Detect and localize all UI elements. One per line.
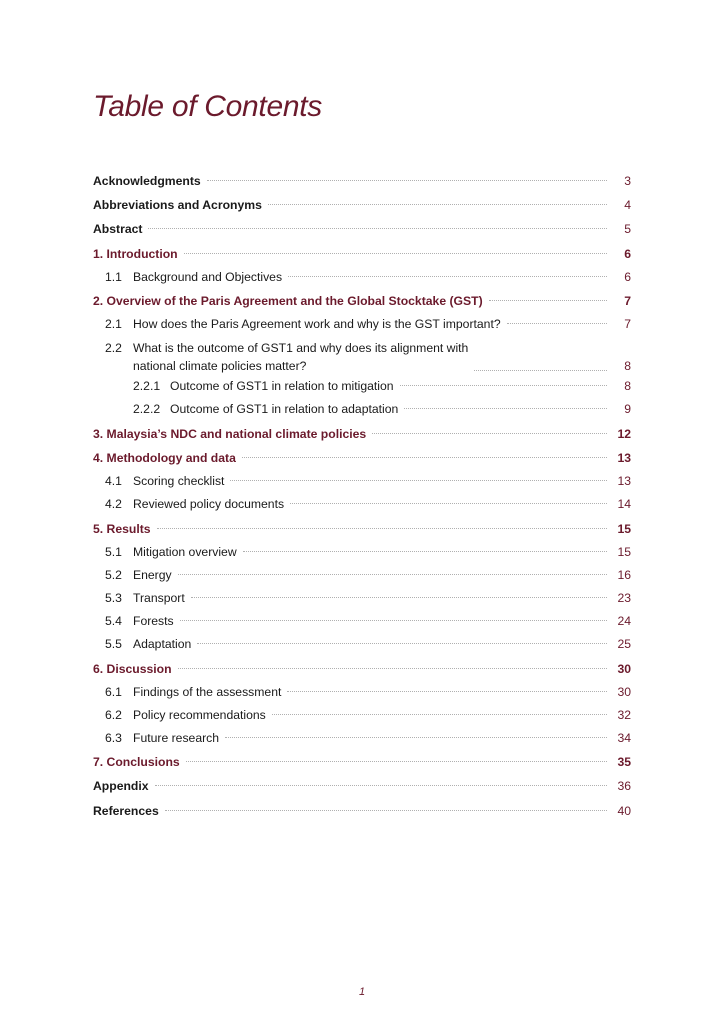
toc-entry-number: 5.3 [105,591,122,605]
toc-entry-number: 6.2 [105,708,122,722]
toc-section-5-4[interactable] [93,612,631,630]
toc-entry-label: Acknowledgments [93,174,201,188]
toc-entry-page: 30 [617,662,631,676]
toc-entry-page: 30 [617,685,631,699]
dot-leader [186,761,607,762]
toc-chapter-results[interactable] [93,520,631,538]
dot-leader [155,785,607,786]
toc-section-2-1[interactable] [93,315,631,333]
toc-entry-label: Appendix [93,779,149,793]
toc-entry-label: Future research [133,731,220,745]
toc-entry-number: 2.1 [105,317,122,331]
toc-section-4-1[interactable] [93,472,631,490]
toc-entry-label: Adaptation [133,637,192,651]
toc-entry-page: 8 [624,359,631,373]
dot-leader [148,228,607,229]
dot-leader [404,408,607,409]
toc-entry-page: 6 [624,270,631,284]
toc-entry-page: 40 [617,804,631,818]
toc-entry-label: Forests [133,614,174,628]
toc-entry-page: 8 [624,379,631,393]
toc-entry-label: Energy [133,568,172,582]
toc-entry-label: Findings of the assessment [133,685,282,699]
toc-entry-number: 4.1 [105,474,122,488]
toc-entry-number: 5.4 [105,614,122,628]
toc-section-1-1[interactable] [93,268,631,286]
dot-leader [184,253,607,254]
toc-entry-label: 1. Introduction [93,247,178,261]
toc-entry-label: Transport [133,591,185,605]
toc-entry-label: 7. Conclusions [93,755,180,769]
toc-entry-number: 5.5 [105,637,122,651]
toc-entry-page: 6 [624,247,631,261]
toc-entry-references[interactable] [93,802,631,820]
toc-entry-label: 5. Results [93,522,151,536]
dot-leader [489,300,607,301]
dot-leader [243,551,607,552]
toc-chapter-conclusions[interactable] [93,753,631,771]
dot-leader [225,737,607,738]
toc-section-5-2[interactable] [93,566,631,584]
toc-entry-label-line2: national climate policies matter? [133,359,307,373]
page-number: 1 [358,986,366,998]
dot-leader [400,385,607,386]
toc-entry-page: 32 [617,708,631,722]
toc-entry-page: 14 [617,497,631,511]
toc-section-6-2[interactable] [93,706,631,724]
toc-entry-number: 6.1 [105,685,122,699]
toc-entry-number: 6.3 [105,731,122,745]
dot-leader [290,503,607,504]
toc-entry-page: 4 [624,198,631,212]
dot-leader [287,691,607,692]
toc-chapter-discussion[interactable] [93,660,631,678]
toc-entry-number: 4.2 [105,497,122,511]
toc-entry-number: 2.2.1 [133,379,161,393]
toc-entry-number: 1.1 [105,270,122,284]
toc-entry-page: 15 [617,522,631,536]
toc-section-2-2[interactable] [93,339,631,375]
dot-leader [191,597,607,598]
toc-entry-page: 15 [617,545,631,559]
toc-entry-number: 5.1 [105,545,122,559]
dot-leader [178,668,607,669]
toc-entry-page: 16 [617,568,631,582]
toc-chapter-methodology[interactable] [93,449,631,467]
toc-entry-abbreviations[interactable] [93,196,631,214]
toc-entry-page: 7 [624,294,631,308]
toc-entry-abstract[interactable] [93,220,631,238]
toc-entry-label: Abstract [93,222,143,236]
page-title: Table of Contents [93,90,322,123]
toc-entry-label-line1: What is the outcome of GST1 and why does its alignment with [133,341,469,355]
toc-entry-page: 35 [617,755,631,769]
toc-entry-page: 5 [624,222,631,236]
toc-entry-label: 2. Overview of the Paris Agreement and the Global Stocktake (GST) [93,294,483,308]
toc-entry-label: 6. Discussion [93,662,172,676]
toc-entry-label: How does the Paris Agreement work and why is the GST important? [133,317,501,331]
toc-entry-label: References [93,804,159,818]
toc-entry-label: Outcome of GST1 in relation to mitigation [170,379,394,393]
toc-chapter-introduction[interactable] [93,245,631,263]
toc-entry-label: Background and Objectives [133,270,283,284]
toc-entry-number: 2.2.2 [133,402,161,416]
toc-section-6-3[interactable] [93,729,631,747]
dot-leader [268,204,607,205]
dot-leader [272,714,607,715]
dot-leader [242,457,607,458]
toc-entry-label: Scoring checklist [133,474,225,488]
dot-leader [288,276,607,277]
toc-section-6-1[interactable] [93,683,631,701]
toc-section-5-1[interactable] [93,543,631,561]
toc-section-2-2-1[interactable] [93,377,631,395]
toc-entry-appendix[interactable] [93,777,631,795]
toc-entry-label: Abbreviations and Acronyms [93,198,262,212]
dot-leader [230,480,607,481]
toc-entry-label: Reviewed policy documents [133,497,285,511]
toc-entry-page: 24 [617,614,631,628]
dot-leader [178,574,607,575]
toc-entry-number: 5.2 [105,568,122,582]
dot-leader [474,370,607,371]
toc-entry-page: 23 [617,591,631,605]
dot-leader [157,528,607,529]
toc-entry-page: 3 [624,174,631,188]
toc-entry-acknowledgments[interactable] [93,172,631,190]
toc-entry-page: 7 [624,317,631,331]
toc-entry-page: 34 [617,731,631,745]
toc-chapter-overview[interactable] [93,292,631,310]
toc-entry-page: 9 [624,402,631,416]
toc-section-5-5[interactable] [93,635,631,653]
toc-entry-label: 4. Methodology and data [93,451,236,465]
dot-leader [165,810,607,811]
dot-leader [207,180,607,181]
toc-chapter-malaysia-ndc[interactable] [93,425,631,443]
toc-section-4-2[interactable] [93,495,631,513]
toc-entry-page: 12 [617,427,631,441]
dot-leader [197,643,607,644]
toc-entry-label: 3. Malaysia’s NDC and national climate policies [93,427,367,441]
dot-leader [507,323,607,324]
toc-entry-label: Outcome of GST1 in relation to adaptation [170,402,399,416]
toc-entry-label: Mitigation overview [133,545,237,559]
toc-entry-page: 36 [617,779,631,793]
toc-entry-page: 25 [617,637,631,651]
toc-entry-label: Policy recommendations [133,708,266,722]
dot-leader [180,620,607,621]
toc-entry-page: 13 [617,451,631,465]
toc-entry-number: 2.2 [105,341,122,355]
dot-leader [372,433,607,434]
toc-entry-page: 13 [617,474,631,488]
toc-section-2-2-2[interactable] [93,400,631,418]
toc-section-5-3[interactable] [93,589,631,607]
